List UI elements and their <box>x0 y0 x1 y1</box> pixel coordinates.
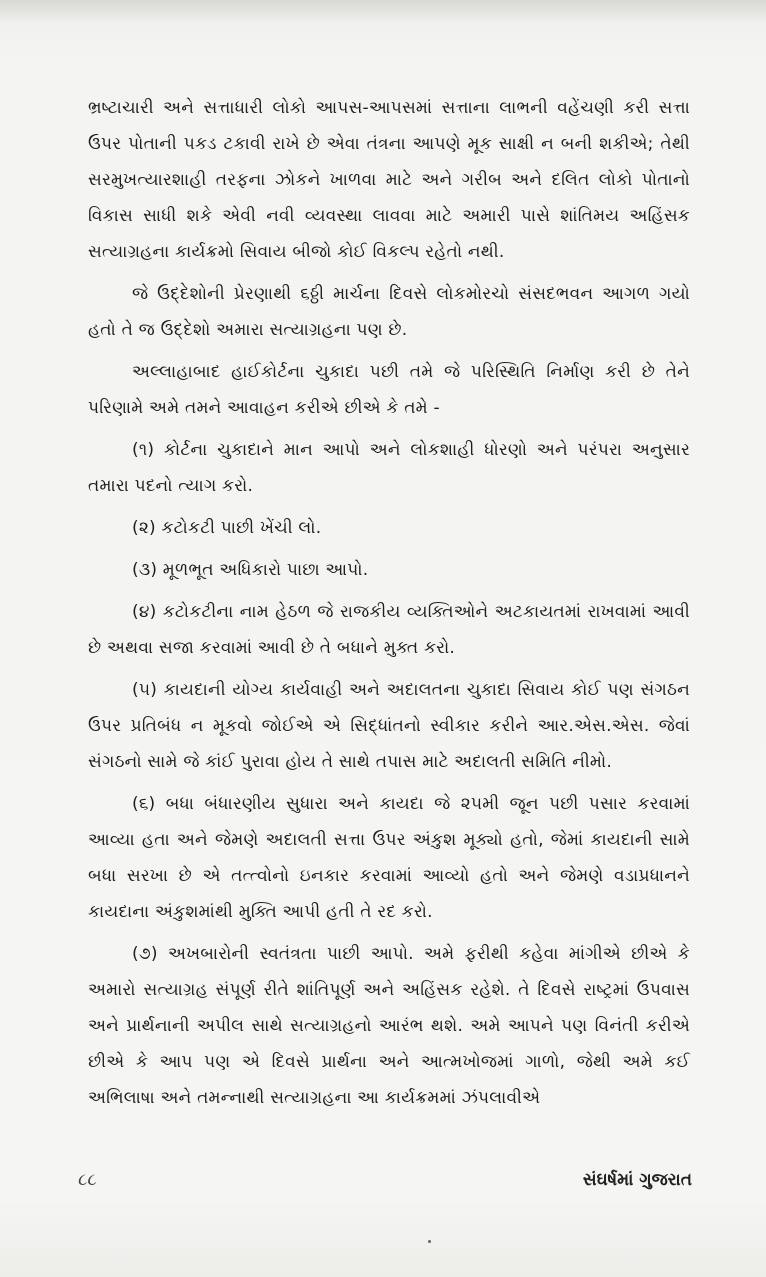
paragraph-objectives: જે ઉદ્દેશોની પ્રેરણાથી ૬ઠ્ઠી માર્ચના દિવસે લોકમોરચો સંસદભવન આગળ ગયો હતો તે જ ઉદ્દેશો અમારા સત્યાગ્રહના પણ છે. <box>88 284 690 340</box>
running-book-title: સંઘર્ષમાં ગુજરાત <box>582 1170 692 1190</box>
demand-item-7: (૭) અખબારોની સ્વતંત્રતા પાછી આપો. અમે ફરીથી કહેવા માંગીએ છીએ કે અમારો સત્યાગ્રહ સંપૂર્ણ રીતે શાંતિપૂર્ણ અને અહિંસક રહેશે. તે દિવસે રાષ્ટ્રમાં ઉપવાસ અને પ્રાર્થનાની અપીલ સાથે સત્યાગ્રહનો આરંભ થશે. અમે આપને પણ વિનંતી કરીએ છીએ કે આપ પણ એ દિવસે પ્રાર્થના અને આત્મખોજમાં ગાળો, જેથી અમે કઈ અભિલાષા અને તમન્નાથી સત્યાગ્રહના આ કાર્યક્રમમાં ઝંપલાવીએ <box>88 944 690 1108</box>
demand-item-1: (૧) કોર્ટના ચુકાદાને માન આપો અને લોકશાહી ધોરણો અને પરંપરા અનુસાર તમારા પદનો ત્યાગ કરો. <box>88 440 690 496</box>
demand-item-3: (૩) મૂળભૂત અધિકારો પાછા આપો. <box>132 560 369 580</box>
demand-item-4: (૪) કટોકટીના નામ હેઠળ જે રાજકીય વ્યક્તિઓને અટકાયતમાં રાખવામાં આવી છે અથવા સજા કરવામાં આવી છે તે બધાને મુક્ત કરો. <box>88 602 690 658</box>
page-top-shadow <box>0 0 766 22</box>
paragraph-appeal: અલ્લાહાબાદ હાઈકોર્ટના ચુકાદા પછી તમે જે પરિસ્થિતિ નિર્માણ કરી છે તેને પરિણામે અમે તમને આવાહન કરીએ છીએ કે તમે - <box>88 362 690 418</box>
paragraph-intro: ભ્રષ્ટાચારી અને સત્તાધારી લોકો આપસ-આપસમાં સત્તાના લાભની વહેંચણી કરી સત્તા ઉપર પોતાની પકડ ટકાવી રાખે છે એવા તંત્રના આપણે મૂક સાક્ષી ન બની શકીએ; તેથી સરમુખત્યારશાહી તરફના ઝોકને ખાળવા માટે અને ગરીબ અને દલિત લોકો પોતાનો વિકાસ સાધી શકે એવી નવી વ્યવસ્થા લાવવા માટે અમારી પાસે શાંતિમય અહિંસક સત્યાગ્રહના કાર્યક્રમો સિવાય બીજો કોઈ વિકલ્પ રહેતો નથી. <box>88 98 690 262</box>
body-text <box>88 90 690 1122</box>
page-number: ૮૮ <box>78 1170 97 1190</box>
page-footer <box>78 1170 692 1200</box>
demand-item-5: (૫) કાયદાની યોગ્ય કાર્યવાહી અને અદાલતના ચુકાદા સિવાય કોઈ પણ સંગઠન ઉપર પ્રતિબંધ ન મૂકવો જોઈએ એ સિદ્ધાંતનો સ્વીકાર કરીને આર.એસ.એસ. જેવાં સંગઠનો સામે જે કાંઈ પુરાવા હોય તે સાથે તપાસ માટે અદાલતી સમિતિ નીમો. <box>88 680 690 772</box>
demand-item-6: (૬) બધા બંધારણીય સુધારા અને કાયદા જે ૨૫મી જૂન પછી પસાર કરવામાં આવ્યા હતા અને જેમણે અદાલતી સત્તા ઉપર અંકુશ મૂક્યો હતો, જેમાં કાયદાની સામે બધા સરખા છે એ તત્ત્વોનો ઇનકાર કરવામાં આવ્યો હતો અને જેમણે વડાપ્રધાનને કાયદાના અંકુશમાંથી મુક્તિ આપી હતી તે રદ કરો. <box>88 794 690 922</box>
print-dot <box>428 1240 431 1243</box>
demand-item-2: (૨) કટોકટી પાછી ખેંચી લો. <box>132 518 322 538</box>
